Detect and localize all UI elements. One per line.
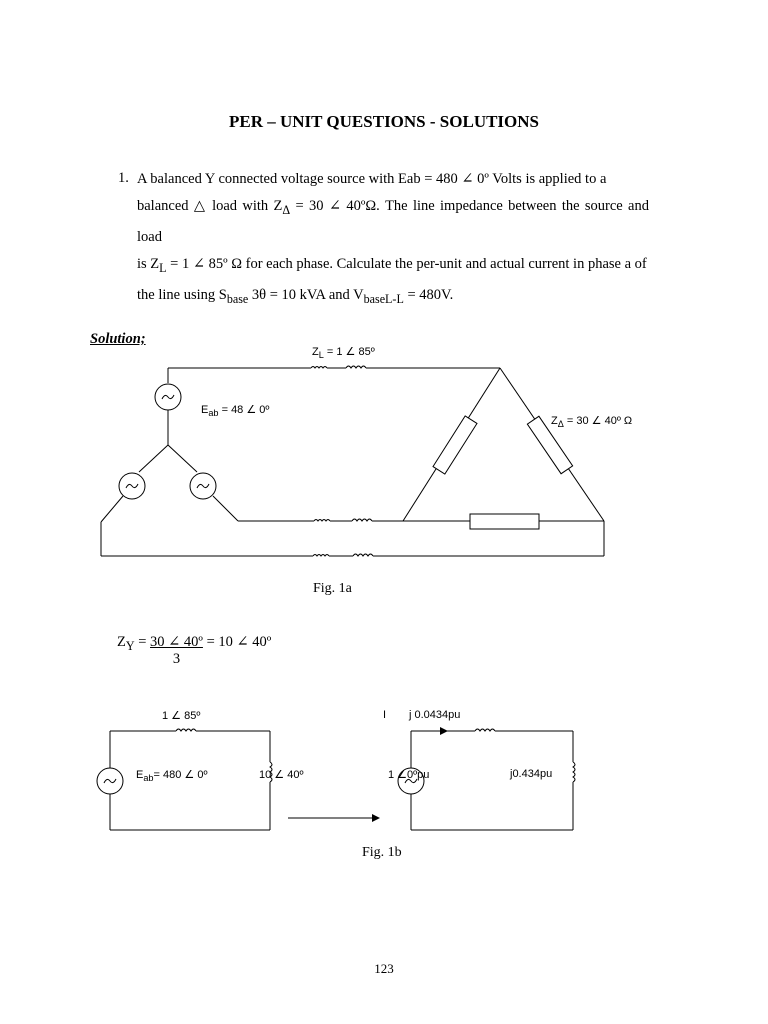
question-line-4: the line using $S_{base}$ 3θ = 10 kVA and $V_{baseL-L} = 480V$. xyxy=(137,286,454,306)
fig1b-right-source-label: 1 ∠0ºpu xyxy=(388,769,430,781)
question-line-1: A balanced Y connected voltage source with Eab = 480 ∠ 0º Volts is applied to a xyxy=(137,171,607,187)
zy-fraction: $\frac{\text{30 ∠ 40º}}{3}$ xyxy=(150,634,203,667)
fig1b-left-line-impedance: 1 ∠ 85º xyxy=(162,710,201,722)
question-line-2: balanced △ load with $Z_\Delta = 30$ ∠ 40ºΩ. The line impedance between the source and load xyxy=(137,198,649,245)
fig1a-caption: Fig. 1a xyxy=(313,581,352,596)
fig1a-zl-label: $Z_L = 1$ ∠ 85º xyxy=(312,346,375,361)
current-arrow-icon xyxy=(440,727,448,735)
page-number: 123 xyxy=(374,961,394,976)
fig1b-left-source-label: $E_{ab}= 480$ ∠ 0º xyxy=(136,769,208,784)
solution-label: Solution; xyxy=(90,331,146,347)
fig1a-eab-label: $E_{ab} = 48$ ∠ 0º xyxy=(201,404,270,419)
fig1b-left-load-label: 10 ∠ 40º xyxy=(259,769,304,781)
fig1a-top-line xyxy=(168,366,500,383)
delta-resistor-bottom xyxy=(470,514,539,529)
question-number: 1. xyxy=(118,170,129,186)
fig1b-caption: Fig. 1b xyxy=(362,845,402,860)
fig1b-current-label: I xyxy=(383,709,387,721)
fig1b-right-line-impedance: j 0.0434pu xyxy=(409,709,461,721)
page-title: PER – UNIT QUESTIONS - SOLUTIONS xyxy=(228,112,540,131)
fig1b-right-load-label: j0.434pu xyxy=(510,768,553,780)
zy-equation: $Z_Y$ = $\frac{\text{30 ∠ 40º}}{3}$ = 10 ∠ 40º xyxy=(117,634,272,667)
fig1a-zdelta-label: $Z_\Delta = 30$ ∠ 40º Ω xyxy=(551,415,633,430)
question-line-3: is $Z_L = 1$ ∠ 85º Ω for each phase. Calculate the per-unit and actual current in phase a of xyxy=(137,255,647,275)
delta-resistor-left xyxy=(433,416,477,474)
